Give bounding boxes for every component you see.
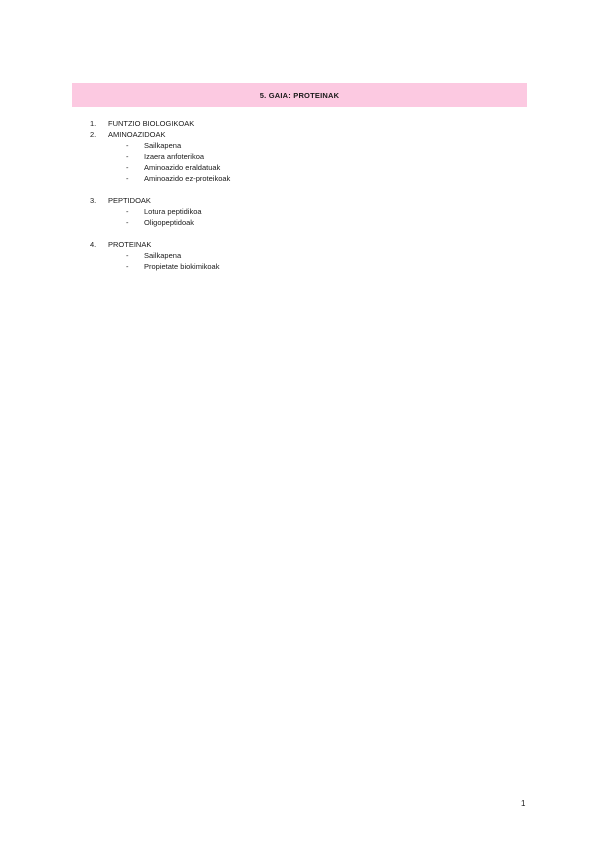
list-item-label: Sailkapena xyxy=(144,251,182,260)
bullet-dash: - xyxy=(126,251,129,260)
section-label: AMINOAZIDOAK xyxy=(108,130,166,139)
sub-item-list xyxy=(90,250,510,272)
list-item xyxy=(90,173,510,184)
list-item-label: Izaera anfoterikoa xyxy=(144,152,205,161)
bullet-dash: - xyxy=(126,174,129,183)
list-item xyxy=(90,217,510,228)
list-item-label: Lotura peptidikoa xyxy=(144,207,202,216)
list-item-label: Propietate biokimikoak xyxy=(144,262,220,271)
bullet-dash: - xyxy=(126,163,129,172)
list-item-label: Oligopeptidoak xyxy=(144,218,195,227)
list-item-label: Sailkapena xyxy=(144,141,182,150)
section-heading xyxy=(90,129,510,140)
section-number: 3. xyxy=(90,196,97,205)
list-item xyxy=(90,151,510,162)
list-item xyxy=(90,162,510,173)
bullet-dash: - xyxy=(126,218,129,227)
outline-section xyxy=(90,239,510,272)
title-banner xyxy=(72,83,527,107)
section-number: 1. xyxy=(90,119,97,128)
document-title: 5. GAIA: PROTEINAK xyxy=(259,90,340,100)
list-item xyxy=(90,206,510,217)
topic-outline xyxy=(90,118,510,272)
list-item xyxy=(90,140,510,151)
list-item-label: Aminoazido ez-proteikoak xyxy=(144,174,231,183)
bullet-dash: - xyxy=(126,207,129,216)
section-label: FUNTZIO BIOLOGIKOAK xyxy=(108,119,195,128)
page-number: 1 xyxy=(521,799,526,808)
list-item-label: Aminoazido eraldatuak xyxy=(144,163,221,172)
outline-section xyxy=(90,195,510,228)
section-heading xyxy=(90,239,510,250)
bullet-dash: - xyxy=(126,152,129,161)
list-item xyxy=(90,261,510,272)
list-item xyxy=(90,250,510,261)
outline-section xyxy=(90,118,510,129)
section-label: PEPTIDOAK xyxy=(108,196,151,205)
bullet-dash: - xyxy=(126,141,129,150)
section-number: 4. xyxy=(90,240,97,249)
section-label: PROTEINAK xyxy=(108,240,152,249)
bullet-dash: - xyxy=(126,262,129,271)
section-heading xyxy=(90,195,510,206)
section-heading xyxy=(90,118,510,129)
section-number: 2. xyxy=(90,130,97,139)
sub-item-list xyxy=(90,140,510,184)
sub-item-list xyxy=(90,206,510,228)
outline-section xyxy=(90,129,510,184)
